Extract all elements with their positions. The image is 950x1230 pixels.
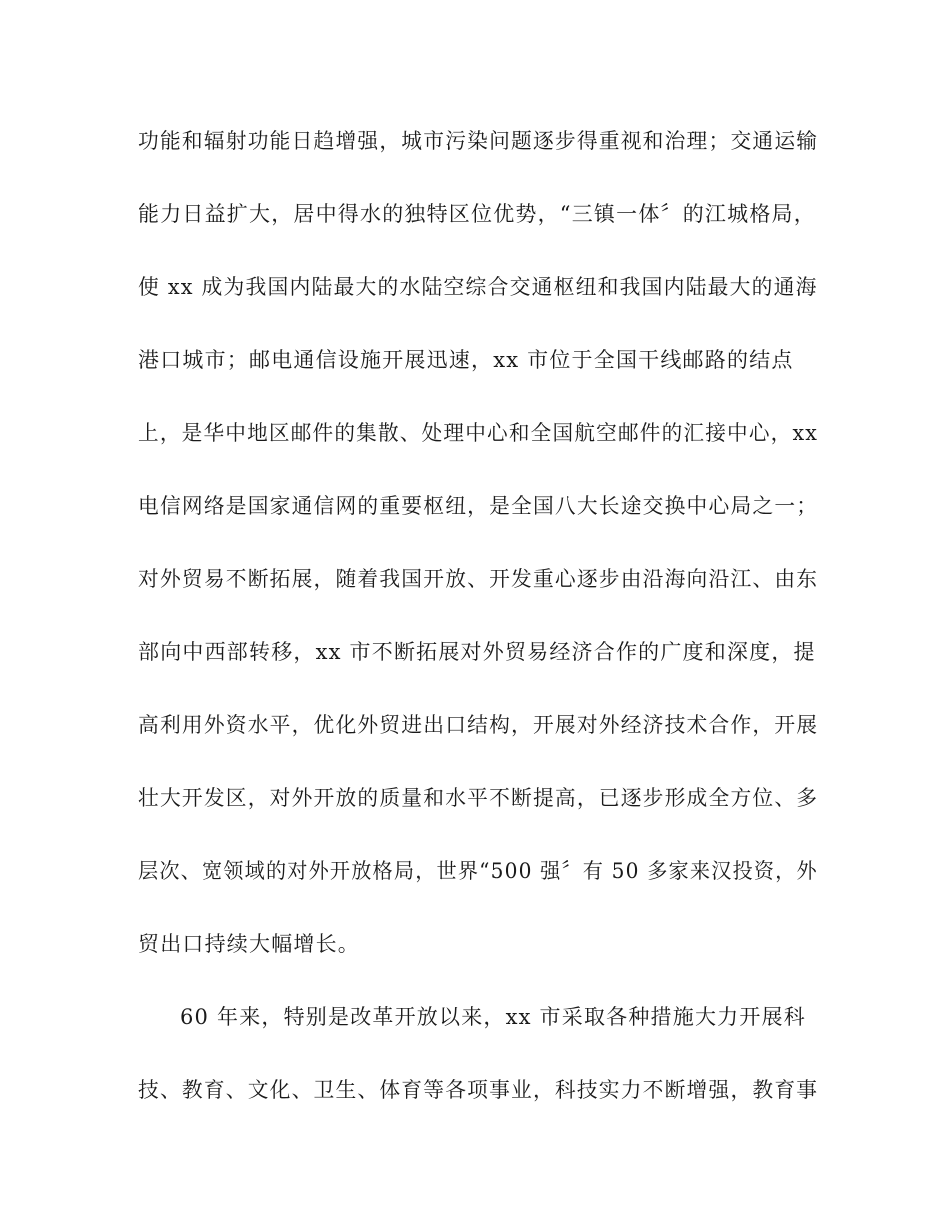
text-line: 部向中西部转移，xx 市不断拓展对外贸易经济合作的广度和深度，提: [138, 640, 816, 664]
text-line: 60 年来，特别是改革开放以来，xx 市采取各种措施大力开展科: [180, 1005, 806, 1029]
text-line: 壮大开发区，对外开放的质量和水平不断提高，已逐步形成全方位、多: [138, 786, 819, 810]
text-line: 上，是华中地区邮件的集散、处理中心和全国航空邮件的汇接中心，xx: [138, 421, 819, 445]
text-line: 使 xx 成为我国内陆最大的水陆空综合交通枢纽和我国内陆最大的通海: [138, 275, 818, 299]
text-line: 电信网络是国家通信网的重要枢纽，是全国八大长途交换中心局之一；: [138, 494, 819, 518]
text-line: 能力日益扩大，居中得水的独特区位优势，“三镇一体〞的江城格局，: [138, 202, 816, 226]
text-line: 港口城市；邮电通信设施开展迅速，xx 市位于全国干线邮路的结点: [138, 348, 794, 372]
text-line: 技、教育、文化、卫生、体育等各项事业，科技实力不断增强，教育事: [138, 1078, 819, 1102]
text-line: 高利用外资水平，优化外贸进出口结构，开展对外经济技术合作，开展: [138, 713, 819, 737]
text-line: 对外贸易不断拓展，随着我国开放、开发重心逐步由沿海向沿江、由东: [138, 567, 819, 591]
text-line: 功能和辐射功能日趋增强，城市污染问题逐步得重视和治理；交通运输: [138, 129, 819, 153]
text-line: 贸出口持续大幅增长。: [138, 932, 360, 956]
text-line: 层次、宽领域的对外开放格局，世界“500 强〞有 50 多家来汉投资，外: [138, 859, 818, 883]
